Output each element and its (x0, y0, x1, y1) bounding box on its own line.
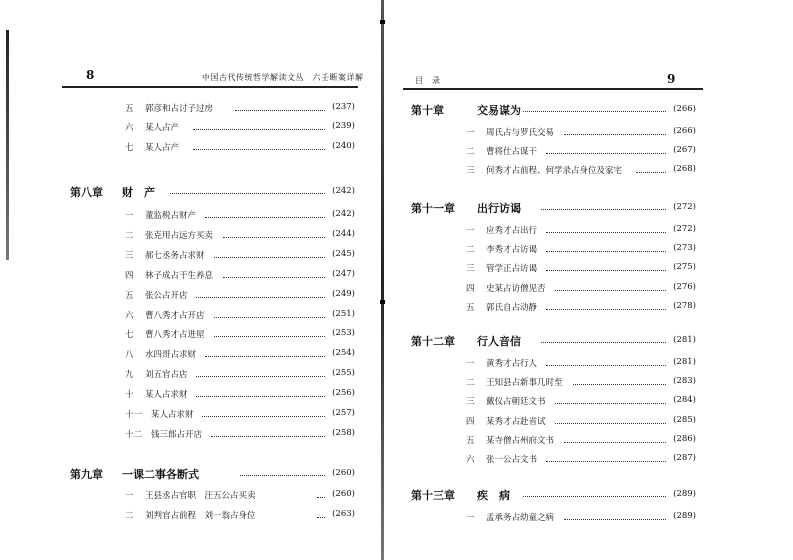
toc-entry (125, 141, 355, 153)
dot-leader (523, 111, 666, 112)
entry-page: (268) (673, 164, 696, 175)
entry-index: 十二 (125, 429, 143, 440)
toc-entry (466, 126, 696, 138)
entry-page: (257) (332, 408, 355, 418)
chapter-title: 行人音信 (477, 335, 521, 348)
entry-index: 三 (466, 166, 475, 177)
dot-leader (564, 519, 666, 520)
chapter-label: 第十三章 (411, 489, 455, 502)
entry-page: (285) (673, 414, 696, 425)
toc-entry (466, 357, 696, 369)
entry-index: 二 (125, 230, 134, 241)
dot-leader (546, 309, 666, 310)
entry-title: 某寺僧占州府文书 (486, 435, 555, 446)
entry-index: 七 (125, 330, 134, 341)
dot-leader (541, 342, 666, 343)
entry-index: 四 (466, 283, 475, 294)
entry-page: (278) (673, 300, 696, 311)
chapter-title: 一课二事各断式 (122, 468, 199, 481)
entry-page: (275) (673, 262, 696, 273)
entry-index: 六 (125, 123, 134, 133)
dot-leader (223, 277, 325, 278)
entry-page: (247) (332, 268, 355, 279)
entry-index: 十一 (125, 410, 143, 420)
dot-leader (205, 356, 325, 357)
dot-leader (555, 423, 666, 424)
left-page-number: 8 (86, 68, 95, 82)
dot-leader (636, 172, 666, 173)
entry-index: 四 (125, 270, 134, 281)
entry-page: (284) (673, 395, 696, 406)
dot-leader (196, 297, 325, 298)
chapter-page: (281) (673, 335, 696, 345)
toc-entry (125, 368, 355, 380)
dot-leader (214, 257, 325, 258)
entry-title: 郝七丞务占求财 (145, 250, 205, 261)
right-page-number: 9 (667, 72, 676, 86)
entry-page: (242) (332, 209, 355, 219)
toc-entry (125, 229, 355, 241)
toc-entry (466, 511, 696, 523)
dot-leader (317, 517, 325, 518)
entry-title: 水四哥占求财 (145, 350, 197, 361)
toc-entry (466, 243, 696, 255)
entry-page: (267) (673, 145, 696, 156)
entry-page: (245) (332, 248, 355, 259)
entry-title: 周氏占与罗氏交易 (486, 128, 555, 138)
entry-page: (276) (673, 281, 696, 292)
chapter-heading (70, 184, 355, 198)
entry-index: 六 (466, 455, 475, 465)
toc-entry (466, 376, 696, 388)
entry-index: 二 (125, 511, 134, 521)
right-header-rule (403, 88, 703, 90)
entry-page: (239) (332, 121, 355, 131)
dot-leader (211, 436, 325, 437)
dot-leader (541, 209, 666, 210)
dot-leader (546, 461, 666, 462)
entry-index: 四 (466, 416, 475, 427)
entry-page: (263) (332, 509, 355, 519)
toc-entry (466, 145, 696, 157)
entry-index: 五 (125, 290, 134, 301)
entry-index: 一 (466, 128, 475, 138)
chapter-heading (411, 333, 696, 347)
chapter-label: 第八章 (70, 186, 103, 199)
chapter-label: 第十一章 (411, 202, 455, 215)
entry-title: 王县丞占官职 汪五公占买卖 (145, 491, 256, 501)
entry-index: 一 (466, 226, 475, 236)
entry-index: 一 (466, 359, 475, 369)
dot-leader (564, 134, 666, 135)
toc-entry (466, 453, 696, 465)
toc-entry (125, 388, 355, 400)
chapter-page: (289) (673, 489, 696, 499)
left-running-header: 中国古代传统哲学解读文丛 六壬断案详解 (202, 73, 364, 82)
chapter-page: (272) (673, 202, 696, 212)
entry-title: 某人占求财 (145, 390, 188, 401)
dot-leader (193, 129, 325, 130)
entry-title: 某人占产 (145, 123, 180, 133)
entry-title: 曹八秀才占开店 (145, 310, 205, 321)
entry-title: 曹将仕占谋干 (486, 147, 538, 158)
entry-title: 何秀才占前程、何学录占身位及家宅 (486, 166, 623, 177)
toc-entry (125, 209, 355, 221)
entry-page: (272) (673, 224, 696, 234)
chapter-heading (411, 102, 696, 116)
entry-title: 王知县占新事几时至 (486, 378, 563, 389)
dot-leader (546, 232, 666, 233)
entry-index: 九 (125, 370, 134, 381)
entry-page: (253) (332, 328, 355, 339)
entry-page: (266) (673, 126, 696, 136)
toc-entry (466, 415, 696, 427)
toc-entry (466, 262, 696, 274)
dot-leader (555, 403, 666, 404)
entry-title: 董监税占财产 (145, 211, 197, 221)
entry-title: 某人占产 (145, 143, 180, 153)
chapter-title: 疾 病 (477, 489, 510, 502)
chapter-label: 第九章 (70, 468, 103, 481)
dot-leader (546, 270, 666, 271)
toc-entry (466, 224, 696, 236)
dot-leader (564, 442, 666, 443)
entry-page: (260) (332, 489, 355, 499)
toc-entry (125, 328, 355, 340)
entry-page: (281) (673, 357, 696, 367)
toc-entry (125, 289, 355, 301)
entry-title: 史某占访僧见否 (486, 283, 546, 294)
entry-page: (256) (332, 388, 355, 399)
chapter-page: (242) (332, 186, 355, 196)
entry-title: 刘判官占前程 刘一翁占身位 (145, 511, 256, 521)
dot-leader (193, 149, 325, 150)
entry-index: 二 (466, 147, 475, 158)
entry-title: 钱三郎占开店 (151, 429, 203, 440)
dot-leader (196, 396, 325, 397)
dot-leader (546, 153, 666, 154)
entry-page: (249) (332, 288, 355, 299)
dot-leader (214, 336, 325, 337)
entry-index: 五 (466, 302, 475, 313)
dot-leader (546, 365, 666, 366)
chapter-title: 交易谋为 (477, 104, 521, 117)
entry-page: (254) (332, 348, 355, 359)
right-page (383, 0, 793, 560)
entry-title: 张一公占文书 (486, 455, 538, 465)
entry-index: 七 (125, 143, 134, 153)
toc-entry (125, 249, 355, 261)
entry-index: 三 (466, 397, 475, 408)
toc-entry (466, 301, 696, 313)
chapter-title: 财 产 (122, 186, 155, 199)
entry-title: 应秀才占出行 (486, 226, 538, 236)
toc-entry (466, 434, 696, 446)
entry-title: 某人占求财 (151, 410, 194, 420)
entry-title: 张克用占远方买卖 (145, 230, 214, 241)
chapter-heading (411, 487, 696, 501)
entry-index: 五 (125, 104, 134, 114)
entry-index: 五 (466, 435, 475, 446)
dot-leader (240, 475, 325, 476)
entry-page: (255) (332, 368, 355, 379)
entry-title: 张公占开店 (145, 290, 188, 301)
entry-page: (283) (673, 376, 696, 387)
toc-entry (125, 121, 355, 133)
entry-index: 三 (125, 250, 134, 261)
entry-index: 一 (466, 513, 475, 523)
chapter-heading (70, 466, 355, 480)
entry-title: 戴仪占朝廷文书 (486, 397, 546, 408)
entry-page: (240) (332, 141, 355, 151)
chapter-title: 出行访谒 (477, 202, 521, 215)
entry-index: 三 (466, 264, 475, 275)
entry-page: (244) (332, 228, 355, 239)
entry-index: 一 (125, 211, 134, 221)
entry-page: (258) (332, 427, 355, 438)
dot-leader (555, 290, 666, 291)
chapter-page: (266) (673, 104, 696, 114)
entry-title: 李秀才占访谒 (486, 245, 538, 256)
entry-title: 郭氏自占动静 (486, 302, 538, 313)
dot-leader (317, 497, 325, 498)
dot-leader (235, 110, 325, 111)
entry-index: 一 (125, 491, 134, 501)
entry-index: 八 (125, 350, 134, 361)
entry-title: 管学正占访谒 (486, 264, 538, 275)
entry-index: 二 (466, 378, 475, 389)
entry-title: 某秀才占赴省试 (486, 416, 546, 427)
left-header-rule (62, 86, 358, 88)
dot-leader (205, 217, 325, 218)
toc-entry (125, 348, 355, 360)
entry-title: 黄秀才占行人 (486, 359, 538, 369)
dot-leader (196, 376, 325, 377)
entry-page: (286) (673, 433, 696, 444)
toc-entry (125, 509, 355, 521)
right-running-header: 目 录 (415, 76, 441, 85)
entry-title: 孟承务占幼童之病 (486, 513, 555, 523)
toc-entry (125, 489, 355, 501)
dot-leader (523, 496, 666, 497)
entry-title: 刘五官占店 (145, 370, 188, 381)
entry-title: 林子成占干生养息 (145, 270, 214, 281)
chapter-label: 第十二章 (411, 335, 455, 348)
toc-entry (466, 282, 696, 294)
dot-leader (202, 416, 325, 417)
entry-page: (251) (332, 308, 355, 319)
entry-title: 曹八秀才占进屋 (145, 330, 205, 341)
entry-page: (287) (673, 453, 696, 463)
chapter-label: 第十章 (411, 104, 444, 117)
chapter-heading (411, 200, 696, 214)
toc-entry (125, 408, 355, 420)
entry-page: (273) (673, 243, 696, 254)
dot-leader (546, 251, 666, 252)
left-page (0, 0, 383, 560)
dot-leader (170, 193, 325, 194)
entry-index: 二 (466, 245, 475, 256)
toc-entry (125, 428, 355, 440)
entry-page: (237) (332, 102, 355, 112)
toc-entry (125, 309, 355, 321)
chapter-page: (260) (332, 468, 355, 478)
toc-entry (125, 269, 355, 281)
dot-leader (214, 317, 325, 318)
entry-title: 郭彦和占讨子过房 (145, 104, 214, 114)
entry-page: (289) (673, 511, 696, 521)
entry-index: 六 (125, 310, 134, 321)
entry-index: 十 (125, 390, 134, 401)
toc-entry (466, 164, 696, 176)
toc-entry (125, 102, 355, 114)
dot-leader (223, 237, 325, 238)
toc-entry (466, 395, 696, 407)
dot-leader (573, 384, 666, 385)
